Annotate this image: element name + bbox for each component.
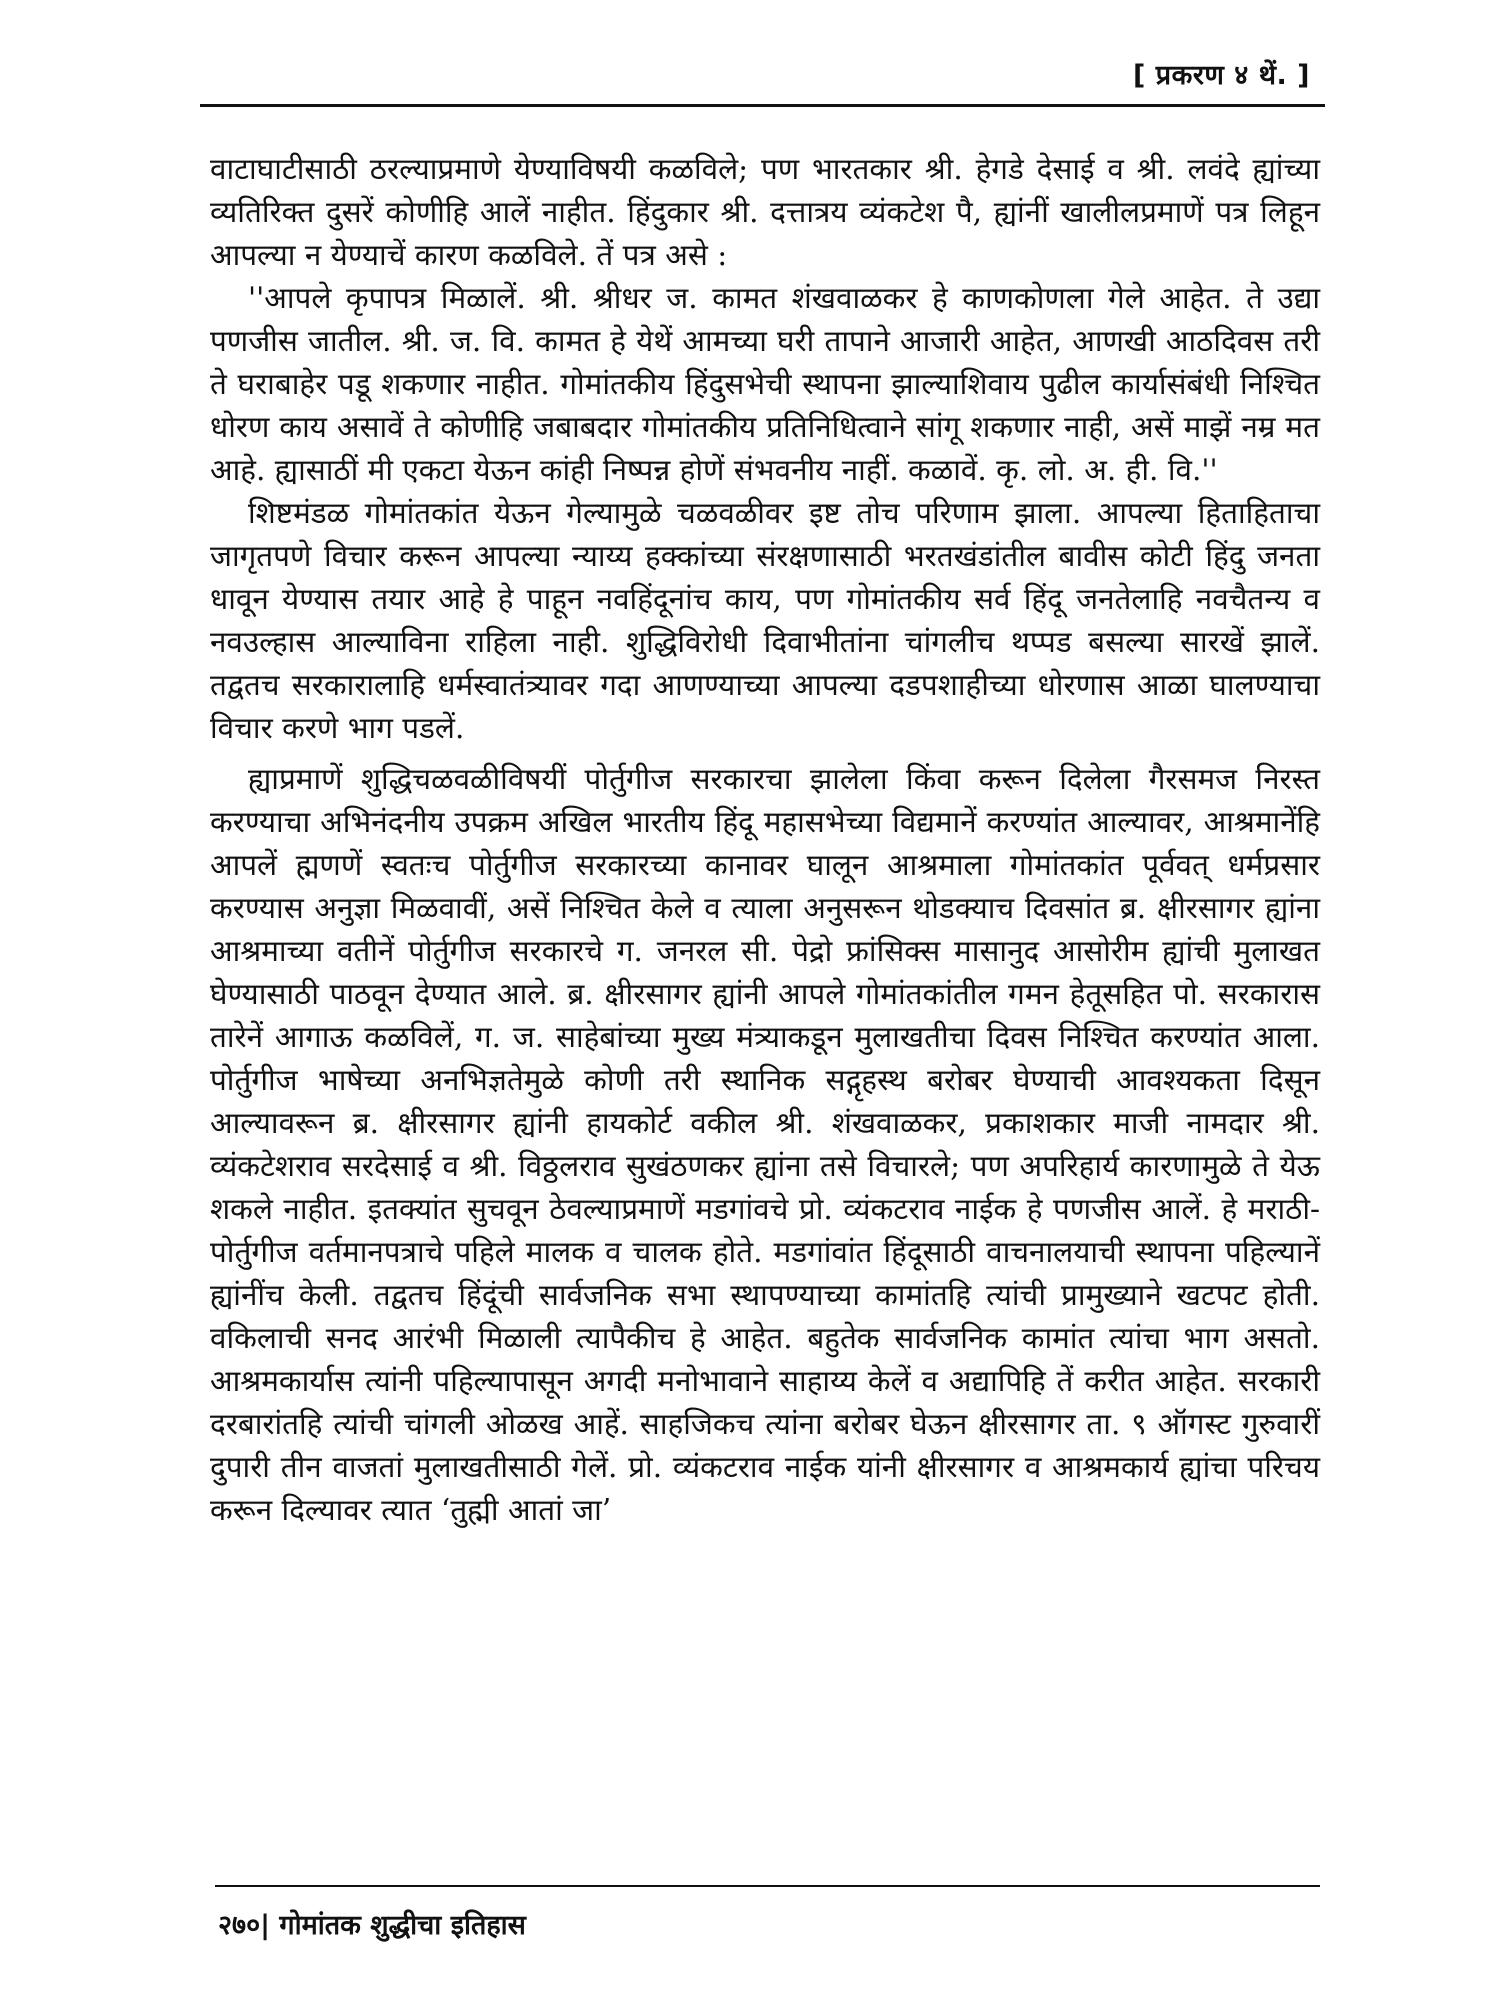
page-footer: २७०| गोमांतक शुद्धीचा इतिहास — [218, 1910, 526, 1941]
footer-rule — [215, 1885, 1320, 1887]
header-rule — [200, 104, 1325, 107]
paragraph-continuation: वाटाघाटीसाठी ठरल्याप्रमाणे येण्याविषयी कळविले; पण भारतकार श्री. हेगडे देसाई व श्री. लवंदे ह्यांच्या व्यतिरिक्त दुसरें कोणीहि आलें नाहीत. हिंदुकार श्री. दत्तात्रय व्यंकटेश पै, ह्यांनीं खालीलप्रमाणें पत्र लिहून आपल्या न येण्याचें कारण कळविले. तें पत्र असे : — [210, 152, 1320, 272]
paragraph-letter-quote: ''आपले कृपापत्र मिळालें. श्री. श्रीधर ज. कामत शंखवाळकर हे काणकोणला गेले आहेत. ते उद्या पणजीस जातील. श्री. ज. वि. कामत हे येथें आमच्या घरी तापाने आजारी आहेत, आणखी आठदिवस तरी ते घराबाहेर पडू शकणार नाहीत. गोमांतकीय हिंदुसभेची स्थापना झाल्याशिवाय पुढील कार्यासंबंधी निश्चित धोरण काय असावें ते कोणीहि जबाबदार गोमांतकीय प्रतिनिधित्वाने सांगू शकणार नाही, असें माझें नम्र मत आहे. ह्यासाठीं मी एकटा येऊन कांही निष्पन्न होणें संभवनीय नाहीं. कळावें. कृ. लो. अ. ही. वि.'' — [210, 281, 1320, 487]
chapter-header: [ प्रकरण ४ थें. ] — [1133, 60, 1310, 91]
paragraph-delegation-effect: शिष्टमंडळ गोमांतकांत येऊन गेल्यामुळे चळवळीवर इष्ट तोच परिणाम झाला. आपल्या हिताहिताचा जागृतपणे विचार करून आपल्या न्याय्य हक्कांच्या संरक्षणासाठी भरतखंडांतील बावीस कोटी हिंदु जनता धावून येण्यास तयार आहे हे पाहून नवहिंदूनांच काय, पण गोमांतकीय सर्व हिंदू जनतेलाहि नवचैतन्य व नवउल्हास आल्याविना राहिला नाही. शुद्धिविरोधी दिवाभीतांना चांगलीच थप्पड बसल्या सारखें झालें. तद्वतच सरकारालाहि धर्मस्वातंत्र्यावर गदा आणण्याच्या आपल्या दडपशाहीच्या धोरणास आळा घालण्याचा विचार करणे भाग पडलें. — [210, 496, 1320, 745]
paragraph-meeting: ह्याप्रमाणें शुद्धिचळवळीविषयीं पोर्तुगीज सरकारचा झालेला किंवा करून दिलेला गैरसमज निरस्त करण्याचा अभिनंदनीय उपक्रम अखिल भारतीय हिंदू महासभेच्या विद्यमानें करण्यांत आल्यावर, आश्रमानेंहि आपलें ह्मणणें स्वतःच पोर्तुगीज सरकारच्या कानावर घालून आश्रमाला गोमांतकांत पूर्ववत् धर्मप्रसार करण्यास अनुज्ञा मिळवावीं, असें निश्चित केले व त्याला अनुसरून थोडक्याच दिवसांत ब्र. क्षीरसागर ह्यांना आश्रमाच्या वतीनें पोर्तुगीज सरकारचे ग. जनरल सी. पेद्रो फ्रांसिक्स मासानुद आसोरीम ह्यांची मुलाखत घेण्यासाठी पाठवून देण्यात आले. ब्र. क्षीरसागर ह्यांनी आपले गोमांतकांतील गमन हेतूसहित पो. सरकारास तारेनें आगाऊ कळविलें, ग. ज. साहेबांच्या मुख्य मंत्र्याकडून मुलाखतीचा दिवस निश्चित करण्यांत आला. पोर्तुगीज भाषेच्या अनभिज्ञतेमुळे कोणी तरी स्थानिक सद्गृहस्थ बरोबर घेण्याची आवश्यकता दिसून आल्यावरून ब्र. क्षीरसागर ह्यांनी हायकोर्ट वकील श्री. शंखवाळकर, प्रकाशकार माजी नामदार श्री. व्यंकटेशराव सरदेसाई व श्री. विठ्ठलराव सुखंठणकर ह्यांना तसे विचारले; पण अपरिहार्य कारणामुळे ते येऊ शकले नाहीत. इतक्यांत सुचवून ठेवल्याप्रमाणें मडगांवचे प्रो. व्यंकटराव नाईक हे पणजीस आलें. हे मराठी-पोर्तुगीज वर्तमानपत्राचे पहिले मालक व चालक होते. मडगांवांत हिंदूसाठी वाचनालयाची स्थापना पहिल्यानें ह्यांनींच केली. तद्वतच हिंदूंची सार्वजनिक सभा स्थापण्याच्या कामांतहि त्यांची प्रामुख्याने खटपट होती. वकिलाची सनद आरंभी मिळाली त्यापैकीच हे आहेत. बहुतेक सार्वजनिक कामांत त्यांचा भाग असतो. आश्रमकार्यास त्यांनी पहिल्यापासून अगदी मनोभावाने साहाय्य केलें व अद्यापिहि तें करीत आहेत. सरकारी दरबारांतहि त्यांची चांगली ओळख आहें. साहजिकच त्यांना बरोबर घेऊन क्षीरसागर ता. ९ ऑगस्ट गुरुवारीं दुपारी तीन वाजतां मुलाखतीसाठी गेलें. प्रो. व्यंकटराव नाईक यांनी क्षीरसागर व आश्रमकार्य ह्यांचा परिचय करून दिल्यावर त्यात ‘तुह्मी आतां जा’ — [210, 762, 1320, 1527]
body-text — [210, 148, 1320, 1532]
